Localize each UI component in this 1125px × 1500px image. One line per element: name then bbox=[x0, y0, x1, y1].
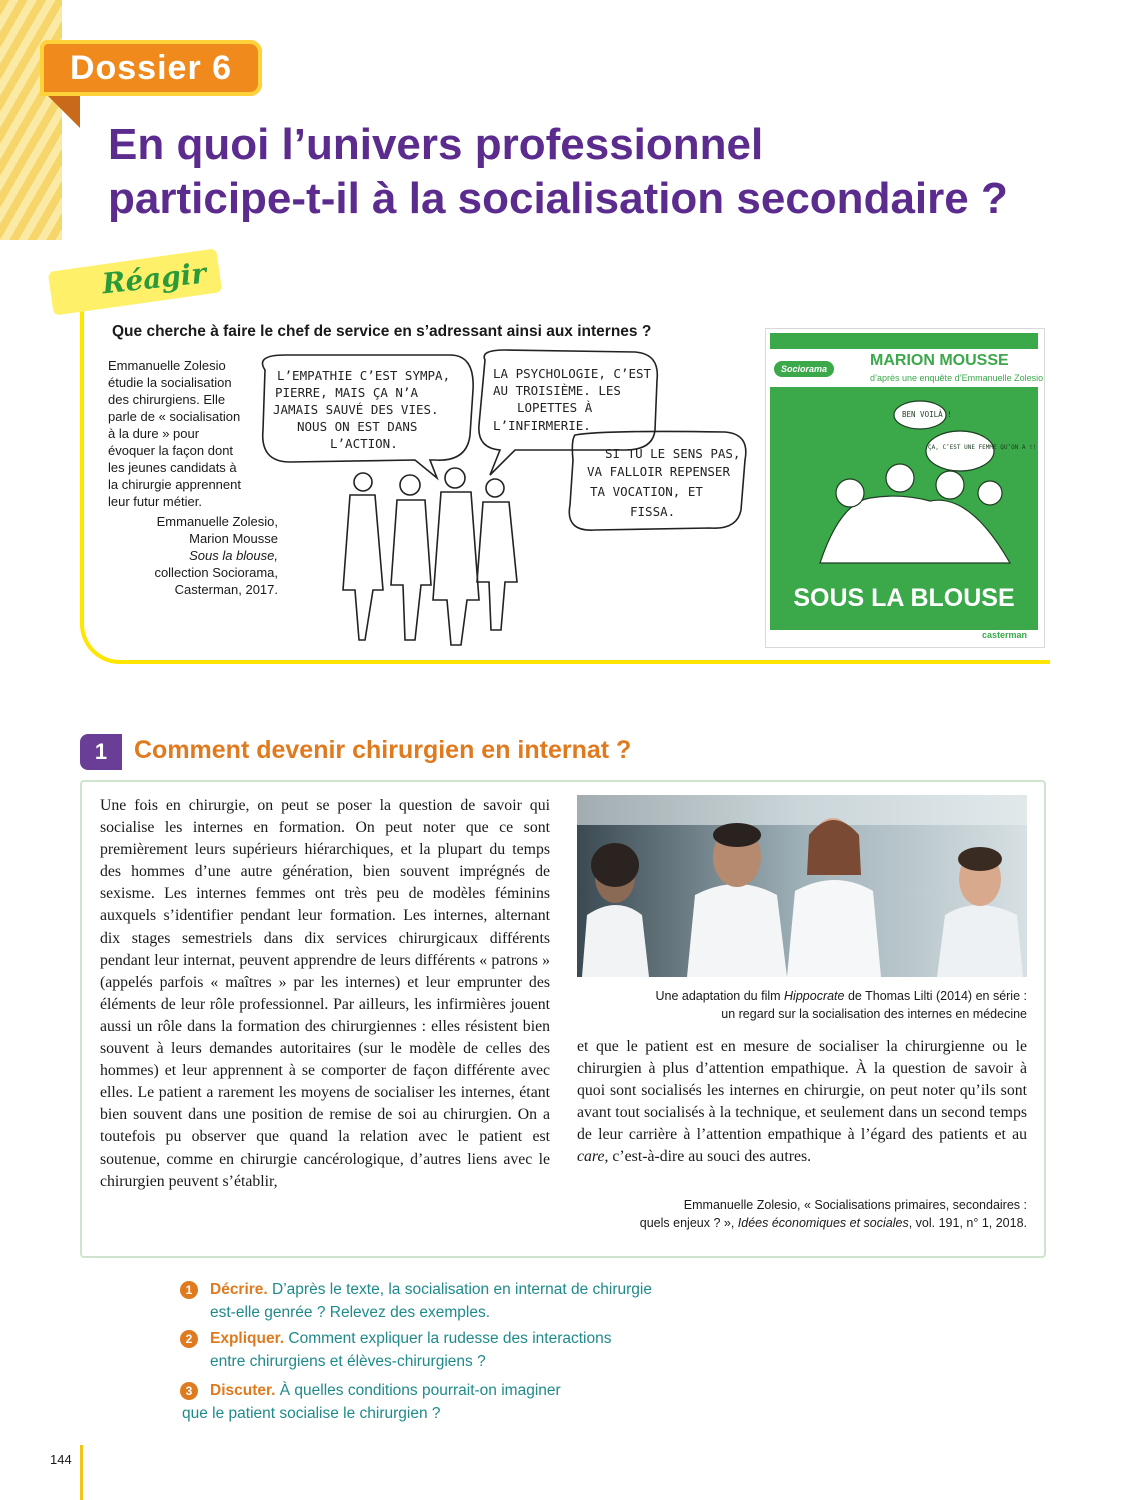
question-text-3b: que le patient socialise le chirurgien ? bbox=[182, 1405, 441, 1422]
book-subtitle: d’après une enquête d’Emmanuelle Zolesio bbox=[870, 373, 1044, 383]
article-text-right-part2: , c’est-à-dire au souci des autres. bbox=[604, 1148, 812, 1166]
reagir-label: Réagir bbox=[100, 256, 208, 301]
bubble1-line1: L’EMPATHIE C’EST SYMPA, bbox=[277, 368, 451, 383]
article-text-left: Une fois en chirurgie, on peut se poser la question de savoir qui socialise les internes en formation. On peut noter que ce sont premièrement leurs supérieurs hiérarchiques, et la plupart du temps des hommes d’une autre génération, bien souvent imprégnés de sexisme. Les internes femmes ont très peu de modèles féminins auxquels s’identifier pendant leur formation. Les internes, alternant dix stages semestriels dans dix services chirurgicaux différents pendant leur internat, peuvent apprendre de leurs différents « patrons » (appelés parfois « maîtres » par les internes) et leur emprunter des éléments de leur rôle professionnel. Par ailleurs, les infirmières jouent aussi un rôle dans la formation des chirurgiennes : elles résistent bien souvent à leurs demandes autoritaires (sur le modèle de celles des hommes) et leur apprennent à se comporter de façon différente avec elles. Le patient a rarement les moyens de socialiser les internes, étant bien souvent dans une position de remise de soi au chirurgien. On a toutefois pu observer que quand la relation avec le patient est soutenue, comme en chirurgie cancérologique, d’autres liens avec le chirurgien peuvent s’établir, bbox=[100, 797, 550, 1190]
question-number-2: 2 bbox=[180, 1330, 198, 1348]
bubble3-line3: TA VOCATION, ET bbox=[590, 484, 703, 499]
question-3 bbox=[182, 1379, 742, 1425]
bubble1-line5: L’ACTION. bbox=[330, 436, 398, 451]
book-author: MARION MOUSSE bbox=[870, 352, 1009, 369]
photo-caption-line1 bbox=[577, 987, 1027, 1005]
bubble2-line2: AU TROISIÈME. LES bbox=[493, 383, 621, 398]
source-line1: Emmanuelle Zolesio, « Socialisations primaires, secondaires : bbox=[683, 1198, 1027, 1212]
book-cover-art bbox=[800, 393, 1037, 563]
comic-illustration bbox=[255, 350, 755, 650]
page-title bbox=[108, 118, 1068, 226]
source-journal: Idées économiques et sociales bbox=[737, 1216, 909, 1230]
photo-caption-line2: un regard sur la socialisation des internes en médecine bbox=[721, 1007, 1027, 1021]
bubble2-line1: LA PSYCHOLOGIE, C’EST bbox=[493, 366, 652, 381]
bubble2-line4: L’INFIRMERIE. bbox=[493, 418, 591, 433]
question-verb-2: Expliquer. bbox=[210, 1330, 285, 1347]
series-photo bbox=[577, 795, 1027, 977]
article-text-right-part1: et que le patient est en mesure de socialiser la chirurgienne ou le chirurgien à plus d’attention empathique. À la question de savoir à quoi sont socialisés les internes en chirurgie, on peut noter qu’ils sont avant tout socialisés à la technique, et seulement dans un second temps de leur carrière à l’attention empathique à l’égard des patients et au bbox=[577, 1038, 1027, 1144]
question-number-1: 1 bbox=[180, 1281, 198, 1299]
article-text-care: care bbox=[577, 1148, 605, 1166]
bubble3-line2: VA FALLOIR REPENSER bbox=[587, 464, 730, 479]
reagir-question: Que cherche à faire le chef de service en s’adressant ainsi aux internes ? bbox=[112, 323, 652, 340]
bubble-texts bbox=[273, 366, 740, 519]
credit-authors: Emmanuelle Zolesio, Marion Mousse bbox=[156, 514, 278, 546]
book-series-badge: Sociorama bbox=[774, 361, 834, 377]
page-title-line1: En quoi l’univers professionnel bbox=[108, 120, 764, 169]
bubble1-line2: PIERRE, MAIS ÇA N’A bbox=[275, 385, 418, 400]
credit-rest: collection Sociorama, Casterman, 2017. bbox=[154, 565, 278, 597]
dossier-label: Dossier 6 bbox=[69, 49, 233, 87]
article-source bbox=[577, 1196, 1027, 1232]
question-number-3: 3 bbox=[180, 1382, 198, 1400]
bubble3-line4: FISSA. bbox=[630, 504, 676, 519]
question-1 bbox=[182, 1278, 742, 1324]
question-verb-1: Décrire. bbox=[210, 1281, 268, 1298]
cover-bubble-1: BEN VOILÀ ! bbox=[902, 410, 952, 419]
characters bbox=[343, 468, 517, 645]
book-title: SOUS LA BLOUSE bbox=[793, 584, 1015, 612]
page-title-line2: participe-t-il à la socialisation secondaire ? bbox=[108, 174, 1008, 223]
credit-title: Sous la blouse, bbox=[189, 548, 278, 563]
question-text-1b: est-elle genrée ? Relevez des exemples. bbox=[210, 1304, 491, 1321]
reagir-intro: Emmanuelle Zolesio étudie la socialisation des chirurgiens. Elle parle de « socialisation à la dure » pour évoquer la façon dont les jeunes candidats à la chirurgie apprennent leur futur métier. bbox=[108, 358, 241, 509]
source-line2 bbox=[577, 1214, 1027, 1232]
question-text-2: Comment expliquer la rudesse des interactions bbox=[284, 1330, 612, 1347]
question-verb-3: Discuter. bbox=[210, 1382, 276, 1399]
photo-caption bbox=[577, 987, 1027, 1023]
page-number: 144 bbox=[50, 1452, 72, 1467]
caption-part: de Thomas Lilti (2014) en série : bbox=[844, 989, 1027, 1003]
page-number-rule bbox=[80, 1445, 83, 1500]
article-text-right bbox=[577, 1036, 1027, 1169]
section-title: Comment devenir chirurgien en internat ? bbox=[134, 736, 632, 764]
bubble2-line3: LOPETTES À bbox=[517, 400, 593, 415]
section-number: 1 bbox=[80, 734, 122, 770]
question-2 bbox=[182, 1327, 742, 1373]
bubble3-line1: SI TU LE SENS PAS, bbox=[605, 446, 741, 461]
source-part: , vol. 191, n° 1, 2018. bbox=[908, 1216, 1027, 1230]
caption-film-title: Hippocrate bbox=[784, 989, 845, 1003]
book-publisher: casterman bbox=[982, 630, 1028, 640]
source-part: quels enjeux ? », bbox=[639, 1216, 738, 1230]
question-text-3: À quelles conditions pourrait-on imaginer bbox=[275, 1382, 561, 1399]
bubble1-line3: JAMAIS SAUVÉ DES VIES. bbox=[273, 402, 439, 417]
question-text-2b: entre chirurgiens et élèves-chirurgiens ? bbox=[210, 1353, 486, 1370]
bubble1-line4: NOUS ON EST DANS bbox=[297, 419, 418, 434]
question-text-1: D’après le texte, la socialisation en internat de chirurgie bbox=[267, 1281, 652, 1298]
caption-part: Une adaptation du film bbox=[655, 989, 785, 1003]
cover-bubble-2: ÇA, C’EST UNE FEMME QU’ON A !! bbox=[928, 444, 1037, 451]
